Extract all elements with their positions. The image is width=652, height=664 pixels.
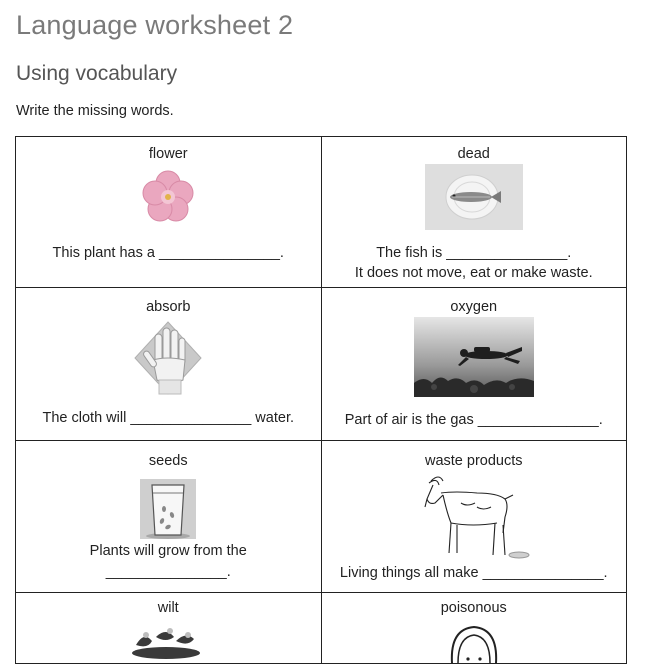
section-subtitle: Using vocabulary: [16, 62, 178, 85]
vocab-sentence: This plant has a _______________.: [52, 245, 284, 261]
scuba-diver-photo: [414, 317, 534, 397]
vocab-sentence-line2: _______________.: [105, 564, 231, 580]
vocab-sentence: The cloth will _______________ water.: [42, 410, 294, 426]
vocab-word: dead: [457, 146, 490, 162]
face-drawing-icon: [444, 623, 504, 663]
vocab-sentence: Part of air is the gas _______________.: [344, 412, 603, 428]
vocab-word: wilt: [157, 600, 179, 616]
seeds-in-glass-icon: [140, 479, 196, 539]
vocab-sentence: Plants will grow from the: [89, 543, 247, 559]
vocab-cell-flower: [16, 137, 322, 288]
vocab-word: oxygen: [450, 299, 498, 315]
vocab-cell-waste-products: [321, 441, 627, 593]
vocabulary-table: [15, 136, 627, 664]
vocab-cell-dead: [321, 137, 627, 288]
pink-flower-icon: [140, 169, 196, 225]
vocab-sentence: The fish is _______________.: [376, 245, 572, 261]
instruction-text: Write the missing words.: [16, 103, 174, 119]
vocab-word: poisonous: [440, 600, 507, 616]
vocab-cell-absorb: [16, 288, 322, 441]
vocab-sentence: Living things all make _______________.: [339, 565, 608, 581]
goat-drawing: [417, 473, 531, 561]
vocab-word: absorb: [146, 299, 191, 315]
vocab-cell-oxygen: [321, 288, 627, 441]
vocab-cell-wilt: [16, 593, 322, 664]
vocab-cell-seeds: [16, 441, 322, 593]
worksheet-title: Language worksheet 2: [16, 10, 294, 40]
vocab-word: waste products: [424, 453, 523, 469]
wilted-plant-icon: [130, 623, 206, 663]
vocab-sentence-line2: It does not move, eat or make waste.: [354, 265, 593, 281]
hand-on-cloth-icon: [133, 320, 203, 396]
vocab-word: flower: [148, 146, 188, 162]
vocab-word: seeds: [148, 453, 188, 469]
vocab-cell-poisonous: [321, 593, 627, 664]
dead-fish-on-plate-icon: [425, 164, 523, 230]
